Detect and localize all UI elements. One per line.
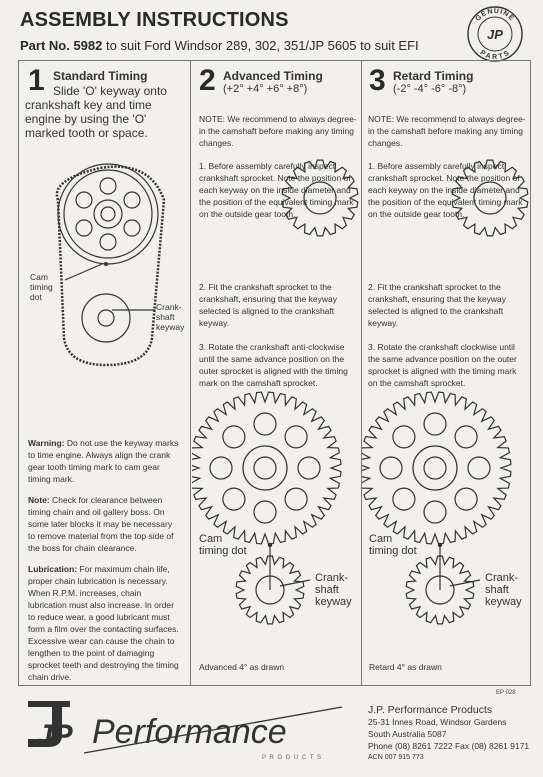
col3-step1: 1. Before assembly carefully inspect crankshaft sprocket. Note the position of each keyway on the inside diameter and the position of the equivalent timing mark on the outside gear tooth. [368, 161, 523, 219]
col1-heading: Standard Timing [53, 69, 148, 83]
part-fitment: to suit Ford Windsor 289, 302, 351/JP 5605 to suit EFI [102, 38, 419, 53]
col2-heading: Advanced Timing [223, 69, 323, 83]
col2-note: NOTE: We recommend to always degree-in the camshaft before making any timing changes. [199, 114, 357, 148]
logo-products-text: P R O D U C T S [262, 755, 323, 761]
address-line-1: 25-31 Innes Road, Windsor Gardens [368, 717, 507, 727]
col2-cam-label: Cam timing dot [199, 533, 247, 557]
step-number-2: 2 [199, 64, 216, 97]
col1-body: Slide 'O' keyway onto crankshaft key and time engine by using the 'O' marked tooth or space. [25, 84, 167, 140]
lubrication-text: For maximum chain life, proper chain lubrication is necessary. When R.P.M. increases, chain lubrication must also increase. In order to reduce wear, a good lubricant must form a film over the contacting surfaces. Excessive wear can cause the chain to lengthen to the point of damaging sprocket teeth and destroying the timing chain drive. [28, 564, 179, 682]
note-label: Note: [28, 495, 50, 505]
phone-fax: Phone (08) 8261 7222 Fax (08) 8261 9171 [368, 741, 530, 751]
col3-step2: 2. Fit the crankshaft sprocket to the crankshaft, ensuring that the keyway selected is aligned to the crankshaft keyway. [368, 282, 506, 328]
warning-text: Do not use the keyway marks to time engine. Always align the crank gear tooth timing mark to cam gear timing mark. [28, 438, 179, 484]
jp-performance-logo [22, 695, 362, 765]
col2-step3: 3. Rotate the crankshaft anti-clockwise until the same advance position on the outer sprocket is aligned with the timing mark on the camshaft sprocket. [199, 342, 348, 388]
lubrication-label: Lubrication: [28, 564, 78, 574]
document-code: EP 028 [496, 690, 516, 696]
col1-crank-label: Crank-shaft keyway [156, 302, 185, 332]
page-title: ASSEMBLY INSTRUCTIONS [20, 9, 289, 31]
col2-step1: 1. Before assembly carefully inspect crankshaft sprocket. Note the position of each keyway on the inside diameter and the position of the equivalent timing mark on the outside gear tooth. [199, 161, 354, 219]
col2-step2: 2. Fit the crankshaft sprocket to the crankshaft, ensuring that the keyway selected is aligned to the crankshaft keyway. [199, 282, 337, 328]
genuine-parts-badge [466, 5, 524, 63]
col3-subheading: (-2° -4° -6° -8°) [393, 83, 467, 95]
address-line-2: South Australia 5087 [368, 729, 447, 739]
company-details [368, 704, 529, 764]
col1-cam-label: Cam timing dot [30, 272, 53, 302]
badge-top-text: GENUINE [474, 7, 516, 23]
col3-caption: Retard 4° as drawn [369, 662, 442, 672]
warning-label: Warning: [28, 438, 65, 448]
badge-center-text: JP [487, 27, 503, 42]
logo-script-text: Performance [92, 713, 287, 751]
logo-jp-text: JP [36, 719, 73, 752]
col3-crank-label: Crank-shaft keyway [485, 572, 522, 608]
step-number-1: 1 [28, 64, 45, 97]
note-text: Check for clearance between timing chain and oil gallery boss. On some later blocks it may be necessary to remove material from the top side of the boss for chain clearance. [28, 495, 174, 553]
part-number: Part No. 5982 [20, 38, 103, 53]
lubrication-paragraph [28, 563, 180, 683]
badge-bottom-text: PARTS [478, 49, 512, 62]
col3-heading: Retard Timing [393, 69, 474, 83]
col2-subheading: (+2° +4° +6° +8°) [223, 83, 308, 95]
col2-caption: Advanced 4° as drawn [199, 662, 285, 672]
col3-cam-label: Cam timing dot [369, 533, 417, 557]
standard-timing-diagram [40, 160, 190, 375]
acn: ACN 007 915 773 [368, 754, 424, 761]
step-number-3: 3 [369, 64, 386, 97]
note-paragraph [28, 494, 180, 554]
company-name: J.P. Performance Products [368, 704, 493, 716]
col3-note: NOTE: We recommend to always degree-in the camshaft before making any timing changes. [368, 114, 526, 148]
col3-step3: 3. Rotate the crankshaft clockwise until the same advance position on the outer sprocket is aligned with the timing mark on the camshaft sprocket. [368, 342, 517, 388]
col1-notes [28, 437, 180, 692]
column-divider [190, 60, 191, 686]
part-number-line [20, 38, 419, 53]
col2-crank-label: Crank-shaft keyway [315, 572, 352, 608]
warning-paragraph [28, 437, 180, 485]
